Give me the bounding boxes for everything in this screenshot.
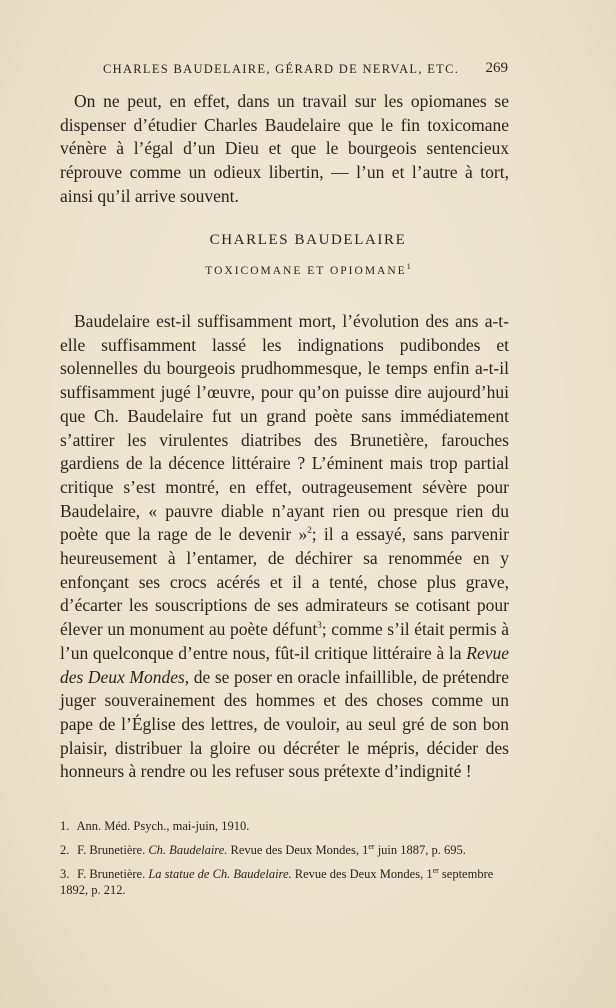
footnote-text: Revue des Deux Mondes, 1 <box>227 843 369 858</box>
footnote-text: septembre 1892, p. 212. <box>60 867 494 898</box>
footnote-text: F. Brunetière. <box>77 867 149 882</box>
footnote-number: 3. <box>60 867 70 882</box>
section-subtitle-text: TOXICOMANE ET OPIOMANE <box>205 264 407 277</box>
footnote-title: La statue de Ch. Baudelaire. <box>148 867 292 882</box>
body-text-part2: ; il a essayé, sans parvenir heureusement à l’entamer, de déchirer sa renommée en y enfonçant ses crocs acérés et il a tenté, chose plus grave, d’écarter les souscriptions de ses admirateurs se cotisant pour élever un monument au poète défunt <box>60 524 509 640</box>
footnote-title: Ch. Baudelaire. <box>148 843 228 858</box>
footnote <box>60 818 509 834</box>
footnote-ref-1: 1 <box>406 262 411 271</box>
footnote <box>60 839 509 858</box>
body-text-part3: ; comme s’il était permis à l’un quelconque d’entre nous, fût-il critique littéraire à la <box>60 619 509 663</box>
footnote-ref-3: 3 <box>317 620 322 631</box>
running-head: CHARLES BAUDELAIRE, GÉRARD DE NERVAL, ETC. <box>103 62 460 76</box>
journal-title: Revue des Deux Mondes <box>60 642 509 687</box>
footnote-text: F. Brunetière. <box>77 843 149 858</box>
footnotes <box>60 818 509 903</box>
footnote-ref-2: 2 <box>307 525 312 536</box>
footnote-text: Revue des Deux Mondes, 1 <box>291 867 433 882</box>
page-number: 269 <box>485 60 508 76</box>
footnote <box>60 863 509 898</box>
footnote-sup: er <box>432 866 439 876</box>
footnote-sup: er <box>368 842 375 851</box>
footnote-number: 2. <box>60 843 70 858</box>
intro-text: On ne peut, en effet, dans un travail sur les opiomanes se dispenser d’étudier Charles Baudelaire que le fin toxicomane vénère à l’égal d’un Dieu et que le bourgeois sentencieux réprouve comme un odieux libertin, — l’un et l’autre à tort, ainsi qu’il arrive souvent. <box>60 91 509 206</box>
body-text-part1: Baudelaire est-il suffisamment mort, l’évolution des ans a-t-elle suffisamment lassé les indignations pudibondes et solennelles du bourgeois prudhommesque, le temps enfin a-t-il suffisamment jugé l’œuvre, pour qu’on puisse dire aujourd’hui que Ch. Baudelaire fut un grand poète sans immédiatement s’attirer les virulentes diatribes des Brunetière, farouches gardiens de la décence littéraire ? L’éminent mais trop partial critique s’est montré, en effet, outrageusement sévère pour Baudelaire, « pauvre diable n’ayant rien ou presque rien du poète que la rage de le devenir » <box>60 311 509 545</box>
section-subtitle <box>0 262 616 277</box>
section-title: CHARLES BAUDELAIRE <box>209 232 407 248</box>
body-text-part4: , de se poser en oracle infaillible, de prétendre juger souverainement des hommes et des choses comme un pape de l’Église des lettres, de vouloir, au seul gré de son bon plaisir, distribuer la gloire ou décréter le mépris, décider des honneurs à rendre ou les refuser sous prétexte d’indignité ! <box>60 666 509 782</box>
body-paragraph <box>60 310 509 784</box>
footnote-text: Ann. Méd. Psych., mai-juin, 1910. <box>76 819 250 833</box>
footnote-text: juin 1887, p. 695. <box>374 843 466 858</box>
footnote-number: 1. <box>60 819 70 833</box>
intro-paragraph <box>60 90 509 209</box>
